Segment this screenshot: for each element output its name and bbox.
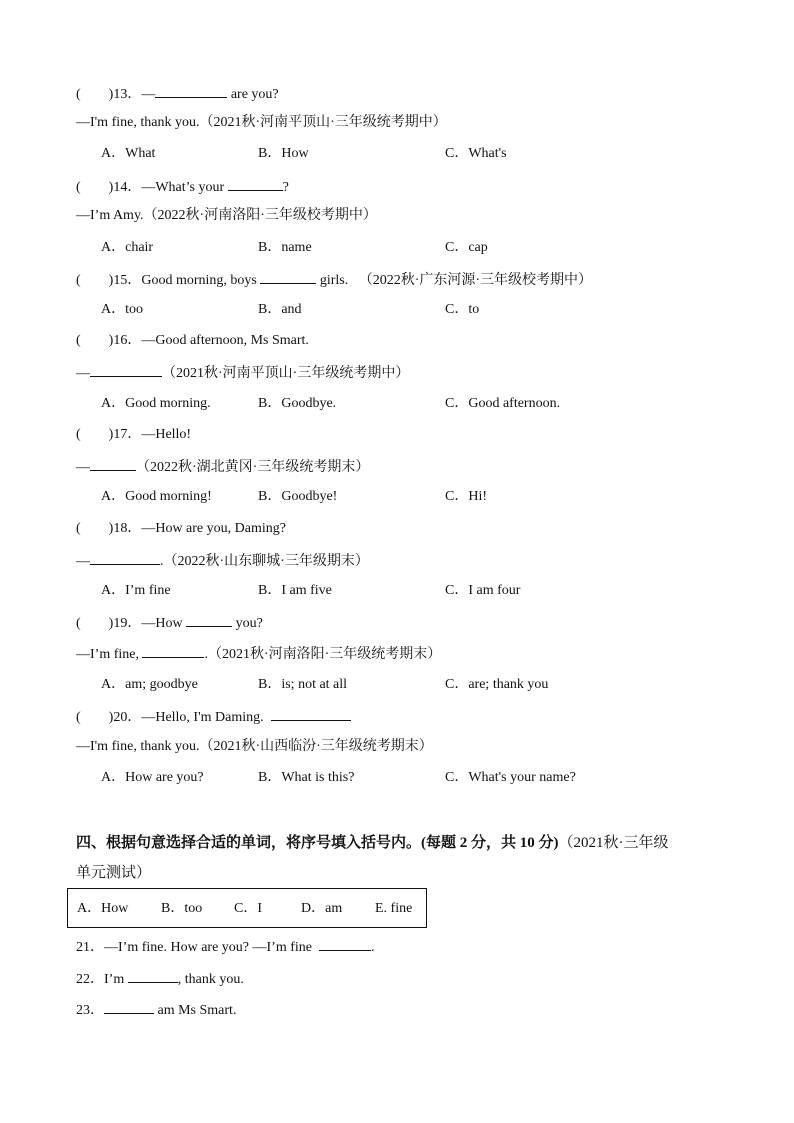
option-b[interactable]: B．I am five bbox=[258, 583, 332, 598]
question-18-response: — .（2022秋·山东聊城·三年级期末） bbox=[76, 550, 369, 572]
section-title: 四、根据句意选择合适的单词，将序号填入括号内。(每题 2 分，共 10 分) bbox=[76, 835, 559, 851]
stem-text: —What’s your bbox=[141, 180, 228, 195]
answer-blank[interactable] bbox=[228, 176, 283, 191]
question-19-stem bbox=[76, 612, 263, 634]
question-16-stem bbox=[76, 331, 309, 351]
word-bank-option: C．I bbox=[234, 901, 262, 916]
source-note: （2022秋·河南洛阳·三年级校考期中） bbox=[143, 208, 377, 223]
option-c[interactable]: C．What's your name? bbox=[445, 770, 576, 785]
stem-text: — bbox=[141, 87, 156, 102]
question-19-response: —I’m fine, .（2021秋·河南洛阳·三年级统考期末） bbox=[76, 643, 441, 665]
item-23 bbox=[76, 999, 236, 1021]
answer-blank[interactable] bbox=[271, 706, 351, 721]
stem-text: —Hello! bbox=[141, 427, 192, 442]
source-note: （2021秋·河南平顶山·三年级统考期中） bbox=[162, 366, 410, 381]
question-number: ( )15． bbox=[76, 273, 142, 288]
option-b[interactable]: B．is; not at all bbox=[258, 677, 348, 692]
response-text: —I’m fine, bbox=[76, 647, 143, 662]
question-14-response bbox=[76, 206, 377, 226]
answer-blank[interactable] bbox=[186, 612, 232, 627]
stem-text: Good morning, boys bbox=[141, 273, 261, 288]
source-note: （2022秋·广东河源·三年级校考期中） bbox=[358, 273, 593, 288]
question-number: ( )14． bbox=[76, 180, 142, 195]
question-number: ( )13． bbox=[76, 87, 142, 102]
question-number: ( )16． bbox=[76, 333, 142, 348]
option-b[interactable]: B．name bbox=[258, 240, 312, 255]
option-b[interactable]: B．and bbox=[258, 302, 302, 317]
question-15-stem bbox=[76, 269, 592, 291]
option-a[interactable]: A．I’m fine bbox=[101, 583, 171, 598]
answer-blank[interactable] bbox=[260, 269, 316, 284]
source-note: （2021秋·河南洛阳·三年级统考期末） bbox=[207, 647, 442, 662]
question-20-response bbox=[76, 737, 433, 757]
answer-blank[interactable] bbox=[90, 456, 136, 471]
stem-text: are you? bbox=[227, 87, 279, 102]
option-c[interactable]: C．What's bbox=[445, 146, 507, 161]
question-13-response bbox=[76, 113, 447, 133]
answer-blank[interactable] bbox=[142, 643, 204, 658]
item-number: 22． bbox=[76, 972, 104, 987]
answer-blank[interactable] bbox=[155, 83, 227, 98]
answer-blank[interactable] bbox=[104, 999, 154, 1014]
option-b[interactable]: B．Goodbye! bbox=[258, 489, 338, 504]
stem-text: —Good afternoon, Ms Smart. bbox=[141, 333, 309, 348]
question-number: ( )20． bbox=[76, 710, 142, 725]
option-b[interactable]: B．What is this? bbox=[258, 770, 355, 785]
option-c[interactable]: C．Good afternoon. bbox=[445, 396, 561, 411]
option-c[interactable]: C．cap bbox=[445, 240, 488, 255]
stem-text: you? bbox=[232, 616, 263, 631]
item-number: 23． bbox=[76, 1003, 104, 1018]
option-b[interactable]: B．How bbox=[258, 146, 309, 161]
item-text: am Ms Smart. bbox=[154, 1003, 237, 1018]
option-a[interactable]: A．What bbox=[101, 146, 156, 161]
word-bank-option: A．How bbox=[77, 901, 129, 916]
item-text: . bbox=[370, 940, 375, 955]
question-14-stem bbox=[76, 176, 289, 198]
answer-blank[interactable] bbox=[128, 968, 178, 983]
word-bank-option: B．too bbox=[161, 901, 203, 916]
word-bank-option: E. fine bbox=[375, 901, 413, 916]
option-c[interactable]: C．Hi! bbox=[445, 489, 487, 504]
word-bank-option: D．am bbox=[301, 901, 343, 916]
source-note: （2022秋·湖北黄冈·三年级统考期末） bbox=[136, 460, 370, 475]
question-17-stem bbox=[76, 425, 191, 445]
stem-text: ? bbox=[282, 180, 289, 195]
section-source: （2021秋·三年级 bbox=[558, 835, 669, 851]
stem-text: —Hello, I'm Daming. bbox=[141, 710, 264, 725]
option-b[interactable]: B．Goodbye. bbox=[258, 396, 337, 411]
question-16-response: — （2021秋·河南平顶山·三年级统考期中） bbox=[76, 362, 409, 384]
response-text: —I'm fine, thank you. bbox=[76, 115, 200, 130]
option-a[interactable]: A．too bbox=[101, 302, 143, 317]
answer-blank[interactable] bbox=[90, 550, 160, 565]
item-text: I’m bbox=[104, 972, 128, 987]
stem-text: —How are you, Daming? bbox=[141, 521, 286, 536]
option-a[interactable]: A．chair bbox=[101, 240, 154, 255]
option-a[interactable]: A．Good morning! bbox=[101, 489, 212, 504]
item-text: —I’m fine. How are you? —I’m fine bbox=[104, 940, 312, 955]
option-a[interactable]: A．Good morning. bbox=[101, 396, 211, 411]
item-text: , thank you. bbox=[177, 972, 244, 987]
section-4-heading bbox=[76, 828, 726, 888]
source-note: （2021秋·河南平顶山·三年级统考期中） bbox=[199, 115, 447, 130]
question-number: ( )19． bbox=[76, 616, 142, 631]
option-a[interactable]: A．How are you? bbox=[101, 770, 204, 785]
section-source-continued: 单元测试） bbox=[76, 865, 152, 881]
question-number: ( )17． bbox=[76, 427, 142, 442]
source-note: （2022秋·山东聊城·三年级期末） bbox=[163, 554, 369, 569]
option-c[interactable]: C．to bbox=[445, 302, 480, 317]
question-20-stem bbox=[76, 706, 351, 728]
response-text: —I’m Amy. bbox=[76, 208, 144, 223]
item-21 bbox=[76, 936, 374, 958]
question-number: ( )18． bbox=[76, 521, 142, 536]
option-c[interactable]: C．I am four bbox=[445, 583, 521, 598]
answer-blank[interactable] bbox=[319, 936, 371, 951]
word-bank-box bbox=[67, 888, 427, 928]
option-a[interactable]: A．am; goodbye bbox=[101, 677, 198, 692]
item-number: 21． bbox=[76, 940, 104, 955]
stem-text: —How bbox=[141, 616, 187, 631]
source-note: （2021秋·山西临汾·三年级统考期末） bbox=[199, 739, 433, 754]
answer-blank[interactable] bbox=[90, 362, 162, 377]
question-17-response: — （2022秋·湖北黄冈·三年级统考期末） bbox=[76, 456, 369, 478]
question-13-stem bbox=[76, 83, 279, 105]
question-18-stem bbox=[76, 519, 286, 539]
response-text: —I'm fine, thank you. bbox=[76, 739, 200, 754]
option-c[interactable]: C．are; thank you bbox=[445, 677, 549, 692]
item-22 bbox=[76, 968, 244, 990]
stem-text: girls. bbox=[316, 273, 349, 288]
